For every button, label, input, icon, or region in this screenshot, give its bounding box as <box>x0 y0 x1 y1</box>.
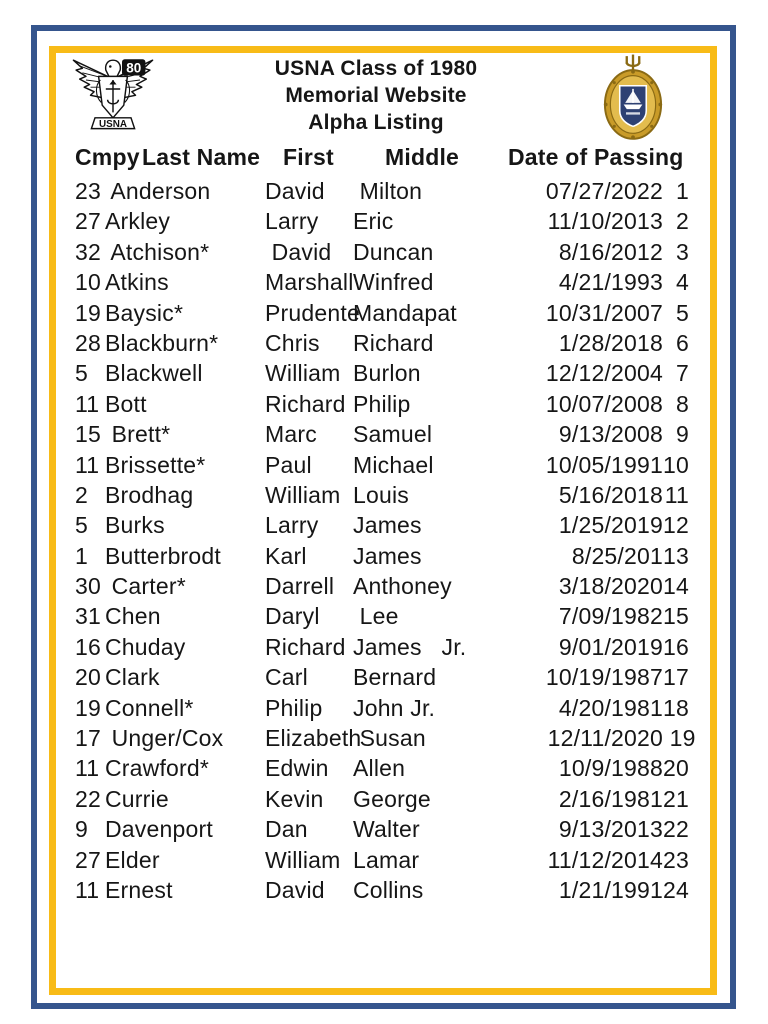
cell-date-of-passing: 1/21/1991 <box>558 876 663 903</box>
table-header-row <box>75 144 691 175</box>
table-row <box>75 237 691 267</box>
cell-row-number: 21 <box>663 785 689 812</box>
cell-company: 11 <box>75 755 100 782</box>
cell-middle-name: Collins <box>353 876 424 903</box>
cell-company: 23 <box>75 178 101 204</box>
cell-last-name: Brissette* <box>105 451 206 478</box>
cell-date-of-passing: 2/16/1981 <box>558 785 663 812</box>
cell-last-name: Ernest <box>105 876 173 903</box>
cell-last-name: Blackwell <box>105 360 203 387</box>
cell-last-name: Arkley <box>105 208 171 235</box>
crest-80-numerals <box>122 59 145 75</box>
cell-company: 27 <box>75 846 101 873</box>
cell-company: 11 <box>75 451 100 478</box>
cell-company: 5 <box>75 360 88 387</box>
cell-row-number: 12 <box>663 512 689 539</box>
cell-first-name: David <box>265 876 325 903</box>
cell-middle-name: Lamar <box>353 846 420 873</box>
cell-middle-name: James Jr. <box>353 633 467 660</box>
header-middle-name: Middle <box>385 144 460 170</box>
cell-middle-name: Richard <box>353 329 434 356</box>
crest-usna-banner <box>91 118 134 130</box>
cell-middle-name: Samuel <box>353 421 433 448</box>
alpha-listing-table <box>75 144 696 905</box>
cell-row-number: 10 <box>663 451 689 478</box>
cell-last-name: Bott <box>105 390 147 417</box>
table-row <box>75 480 691 510</box>
cell-middle-name: Lee <box>353 603 399 630</box>
cell-first-name: Richard <box>265 390 346 417</box>
cell-row-number: 16 <box>663 633 689 660</box>
cell-company: 1 <box>75 542 88 569</box>
cell-last-name: Baysic* <box>105 299 184 326</box>
cell-middle-name: Anthoney <box>353 573 452 600</box>
title-line-1: USNA Class of 1980 <box>274 57 478 80</box>
cell-last-name: Anderson <box>105 178 211 204</box>
cell-first-name: Carl <box>265 664 308 691</box>
table-row <box>75 206 691 236</box>
cell-row-number: 22 <box>663 816 689 843</box>
cell-first-name: Larry <box>265 512 319 539</box>
cell-company: 28 <box>75 329 101 356</box>
title-line-3: Alpha Listing <box>308 111 444 134</box>
cell-date-of-passing: 10/05/1991 <box>545 451 663 478</box>
cell-date-of-passing: 07/27/2022 <box>545 178 663 204</box>
cell-middle-name: Allen <box>353 755 406 782</box>
cell-company: 11 <box>75 876 100 903</box>
cell-row-number: 9 <box>676 421 689 448</box>
cell-middle-name: Milton <box>353 178 423 204</box>
cell-middle-name: John Jr. <box>353 694 436 721</box>
cell-last-name: Chen <box>105 603 161 630</box>
cell-date-of-passing: 3/18/2020 <box>558 573 663 600</box>
cell-last-name: Unger/Cox <box>105 725 224 752</box>
table-row <box>75 541 691 571</box>
cell-middle-name: James <box>353 542 422 569</box>
cell-company: 19 <box>75 694 101 721</box>
cell-date-of-passing: 7/09/1982 <box>558 603 663 630</box>
cell-date-of-passing: 5/16/2018 <box>558 481 663 508</box>
cell-last-name: Atchison* <box>105 238 210 265</box>
cell-date-of-passing: 9/13/2008 <box>558 421 663 448</box>
cell-row-number: 6 <box>676 329 689 356</box>
cell-date-of-passing: 1/28/2018 <box>558 329 663 356</box>
cell-date-of-passing: 4/21/1993 <box>558 269 663 296</box>
table-row <box>75 875 691 905</box>
cell-last-name: Blackburn* <box>105 329 219 356</box>
table-row <box>75 419 691 449</box>
cell-company: 27 <box>75 208 101 235</box>
cell-first-name: Paul <box>265 451 312 478</box>
cell-company: 19 <box>75 299 101 326</box>
cell-row-number: 8 <box>676 390 689 417</box>
cell-first-name: Larry <box>265 208 319 235</box>
cell-company: 2 <box>75 481 88 508</box>
cell-company: 20 <box>75 664 101 691</box>
table-row <box>75 328 691 358</box>
cell-date-of-passing: 10/19/1987 <box>545 664 663 691</box>
page-title <box>158 53 594 136</box>
cell-middle-name: Mandapat <box>353 299 457 326</box>
cell-date-of-passing: 8/16/2012 <box>558 238 663 265</box>
cell-last-name: Brett* <box>105 421 171 448</box>
table-row <box>75 389 691 419</box>
cell-date-of-passing: 12/11/2020 <box>547 725 663 752</box>
cell-row-number: 20 <box>663 755 689 782</box>
cell-row-number: 14 <box>663 573 689 600</box>
cell-last-name: Davenport <box>105 816 213 843</box>
class-of-1980-crest-icon <box>68 53 158 136</box>
svg-text:80: 80 <box>126 60 142 76</box>
cell-last-name: Clark <box>105 664 160 691</box>
seal-trident <box>627 55 639 71</box>
cell-middle-name: Burlon <box>353 360 421 387</box>
cell-last-name: Currie <box>105 785 169 812</box>
cell-row-number: 7 <box>676 360 689 387</box>
header-first-name: First <box>283 144 334 170</box>
cell-middle-name: Louis <box>353 481 409 508</box>
table-row <box>75 571 691 601</box>
cell-last-name: Burks <box>105 512 165 539</box>
cell-first-name: Daryl <box>265 603 320 630</box>
cell-middle-name: Eric <box>353 208 394 235</box>
page-content <box>56 53 710 988</box>
cell-date-of-passing: 8/25/201 <box>571 542 663 569</box>
cell-last-name: Atkins <box>105 269 169 296</box>
table-row <box>75 693 691 723</box>
cell-first-name: David <box>265 178 325 204</box>
table-row <box>75 176 691 206</box>
cell-first-name: Dan <box>265 816 308 843</box>
table-row <box>75 723 696 753</box>
cell-date-of-passing: 10/31/2007 <box>545 299 663 326</box>
cell-company: 17 <box>75 725 101 752</box>
table-row <box>75 814 691 844</box>
table-row <box>75 510 691 540</box>
cell-company: 22 <box>75 785 101 812</box>
table-row <box>75 845 691 875</box>
cell-date-of-passing: 12/12/2004 <box>545 360 663 387</box>
table-row <box>75 753 691 783</box>
cell-company: 5 <box>75 512 88 539</box>
cell-middle-name: Duncan <box>353 238 434 265</box>
cell-first-name: David <box>265 238 332 265</box>
cell-first-name: Karl <box>265 542 307 569</box>
cell-last-name: Crawford* <box>105 755 210 782</box>
cell-last-name: Connell* <box>105 694 194 721</box>
cell-middle-name: James <box>353 512 422 539</box>
cell-first-name: Edwin <box>265 755 329 782</box>
table-row <box>75 784 691 814</box>
table-row <box>75 601 691 631</box>
cell-middle-name: Philip <box>353 390 411 417</box>
table-row <box>75 267 691 297</box>
usna-seal-icon <box>594 53 672 145</box>
cell-first-name: William <box>265 481 341 508</box>
cell-last-name: Elder <box>105 846 160 873</box>
cell-row-number: 23 <box>663 846 689 873</box>
cell-date-of-passing: 10/07/2008 <box>545 390 663 417</box>
listing-body <box>75 176 696 905</box>
cell-first-name: Philip <box>265 694 323 721</box>
header-cmpy: Cmpy <box>75 144 140 170</box>
cell-row-number: 11 <box>664 481 689 508</box>
cell-middle-name: Walter <box>353 816 420 843</box>
header-date-of-passing: Date of Passing <box>508 144 684 170</box>
cell-middle-name: Susan <box>353 725 426 752</box>
cell-row-number: 2 <box>676 208 689 235</box>
cell-middle-name: Winfred <box>353 269 434 296</box>
cell-company: 15 <box>75 421 101 448</box>
cell-first-name: Kevin <box>265 785 324 812</box>
cell-company: 31 <box>75 603 101 630</box>
title-line-2: Memorial Website <box>285 84 467 107</box>
cell-row-number: 15 <box>663 603 689 630</box>
cell-row-number: 24 <box>663 876 689 903</box>
cell-company: 11 <box>75 390 100 417</box>
masthead <box>56 53 710 143</box>
table-row <box>75 450 691 480</box>
cell-first-name: Elizabeth <box>265 725 362 752</box>
cell-first-name: Chris <box>265 329 320 356</box>
cell-company: 10 <box>75 269 101 296</box>
cell-last-name: Chuday <box>105 633 186 660</box>
cell-first-name: Richard <box>265 633 346 660</box>
cell-company: 9 <box>75 816 88 843</box>
cell-first-name: Prudente <box>265 299 360 326</box>
cell-date-of-passing: 9/13/2013 <box>558 816 663 843</box>
cell-last-name: Brodhag <box>105 481 194 508</box>
cell-row-number: 19 <box>663 725 696 752</box>
cell-first-name: Darrell <box>265 573 335 600</box>
cell-middle-name: Bernard <box>353 664 437 691</box>
cell-company: 16 <box>75 633 101 660</box>
cell-row-number: 4 <box>676 269 689 296</box>
cell-date-of-passing: 1/25/2019 <box>558 512 663 539</box>
cell-first-name: Marshall <box>265 269 354 296</box>
cell-middle-name: George <box>353 785 431 812</box>
cell-date-of-passing: 11/12/2014 <box>547 846 663 873</box>
cell-company: 30 <box>75 573 101 600</box>
cell-first-name: Marc <box>265 421 317 448</box>
header-last-name: Last Name <box>142 144 261 170</box>
cell-row-number: 17 <box>663 664 689 691</box>
cell-first-name: William <box>265 846 341 873</box>
cell-row-number: 1 <box>676 178 689 204</box>
cell-row-number: 5 <box>676 299 689 326</box>
cell-first-name: William <box>265 360 341 387</box>
cell-row-number: 3 <box>676 238 689 265</box>
svg-text:USNA: USNA <box>99 118 127 130</box>
cell-row-number: 13 <box>663 542 689 569</box>
table-row <box>75 298 691 328</box>
table-row <box>75 662 691 692</box>
table-row <box>75 358 691 388</box>
cell-date-of-passing: 9/01/2019 <box>558 633 663 660</box>
cell-middle-name: Michael <box>353 451 434 478</box>
cell-row-number: 18 <box>663 694 689 721</box>
cell-last-name: Butterbrodt <box>105 542 221 569</box>
cell-date-of-passing: 4/20/1981 <box>558 694 663 721</box>
cell-date-of-passing: 11/10/2013 <box>547 208 663 235</box>
cell-last-name: Carter* <box>105 573 186 600</box>
cell-date-of-passing: 10/9/1988 <box>558 755 663 782</box>
table-row <box>75 632 691 662</box>
cell-company: 32 <box>75 238 101 265</box>
